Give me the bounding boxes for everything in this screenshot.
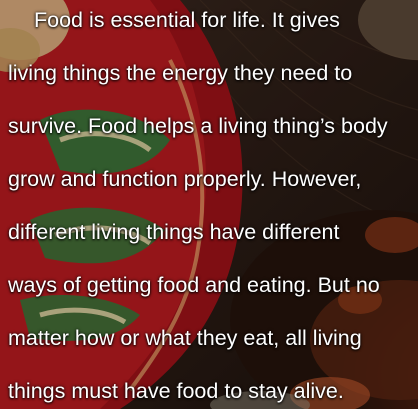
passage-line: different living things have different [8, 220, 340, 244]
passage-line: matter how or what they eat, all living [8, 326, 362, 350]
passage-line: survive. Food helps a living thing’s body [8, 114, 388, 138]
passage-line: things must have food to stay alive. [8, 379, 344, 403]
passage-line: grow and function properly. However, [8, 167, 362, 191]
passage-line: Food is essential for life. It gives [34, 8, 340, 32]
passage-line: living things the energy they need to [8, 61, 353, 85]
passage-line: ways of getting food and eating. But no [8, 273, 380, 297]
